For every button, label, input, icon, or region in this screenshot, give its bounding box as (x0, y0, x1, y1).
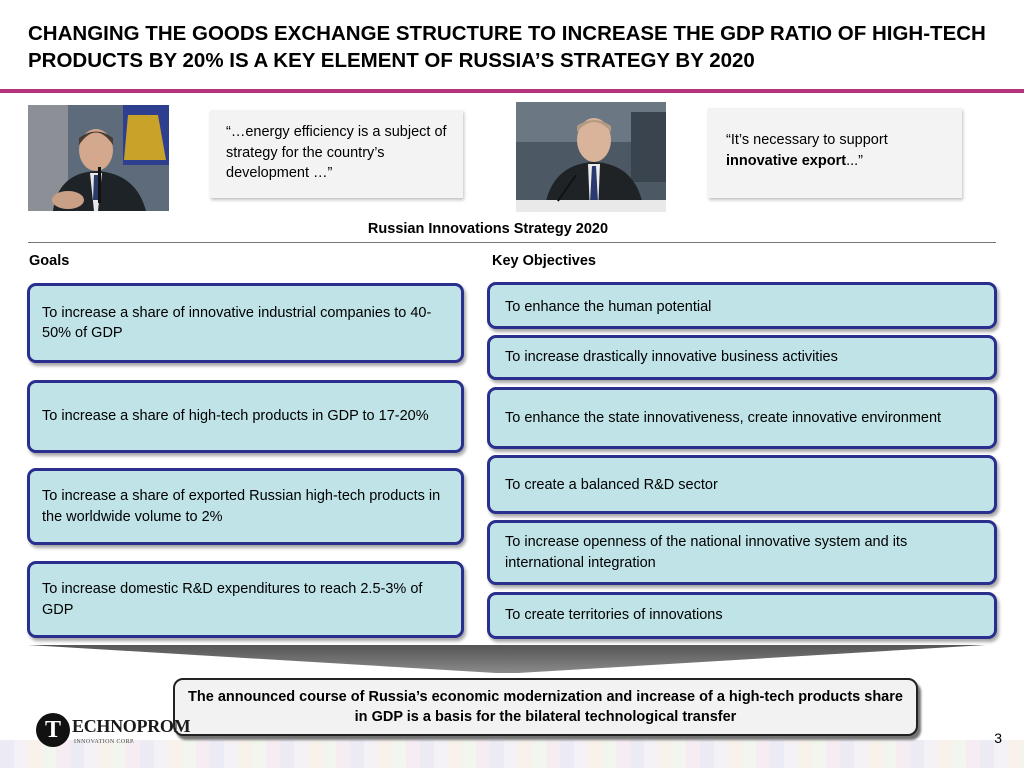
strategy-title: Russian Innovations Strategy 2020 (367, 221, 609, 237)
slide-title: CHANGING THE GOODS EXCHANGE STRUCTURE TO INCREASE THE GDP RATIO OF HIGH-TECH PRODUCTS BY 20% IS A KEY ELEMENT OF RUSSIA’S STRATEGY BY 2020 (28, 22, 986, 72)
page-number: 3 (994, 730, 1002, 746)
goal-box (27, 283, 464, 363)
speaker-photo-right (516, 102, 666, 212)
quote-innovative-export (708, 108, 962, 198)
goal-box (27, 561, 464, 638)
quote-end: ...” (846, 152, 863, 169)
objective-text: To enhance the state innovativeness, create innovative environment (505, 409, 942, 426)
speaker-photo-left (28, 105, 169, 211)
objective-box (487, 520, 997, 585)
goal-text: To increase a share of innovative industrial companies to 40-50% of GDP (42, 304, 432, 341)
objective-box (487, 455, 997, 514)
objective-box (487, 592, 997, 639)
logo-word: ECHNOPROM (72, 716, 191, 736)
quote-emphasis: innovative export (726, 152, 847, 169)
goal-text: To increase a share of exported Russian high-tech products in the worldwide volume to 2% (42, 488, 441, 525)
conclusion-box: The announced course of Russia’s economic modernization and increase of a high-tech products share in GDP is a basis for the bilateral technological transfer (173, 678, 918, 736)
technoprom-logo (36, 710, 191, 750)
logo-subtitle: INNOVATION CORP. (74, 739, 135, 745)
objectives-header: Key Objectives (492, 253, 596, 269)
objective-text: To create territories of innovations (505, 607, 723, 624)
objective-text: To increase drastically innovative business activities (505, 349, 838, 366)
objective-box (487, 335, 997, 380)
goal-box (27, 380, 464, 453)
goals-header: Goals (29, 253, 70, 269)
objective-box (487, 387, 997, 449)
goal-text: To increase domestic R&D expenditures to reach 2.5-3% of GDP (42, 581, 423, 618)
objective-box (487, 282, 997, 329)
title-divider (0, 89, 1024, 93)
quote-text: “It’s necessary to support (726, 132, 888, 148)
strategy-divider (28, 242, 996, 243)
quote-energy-efficiency: “…energy efficiency is a subject of strategy for the country’s development …” (210, 110, 463, 198)
objective-text: To enhance the human potential (505, 299, 712, 315)
objective-text: To create a balanced R&D sector (505, 477, 718, 493)
goal-text: To increase a share of high-tech products in GDP to 17-20% (42, 408, 429, 425)
logo-letter: T (36, 713, 70, 747)
goal-box (27, 468, 464, 545)
funnel-arrow (28, 645, 986, 673)
objective-text: To increase openness of the national innovative system and its international integration (505, 534, 908, 571)
